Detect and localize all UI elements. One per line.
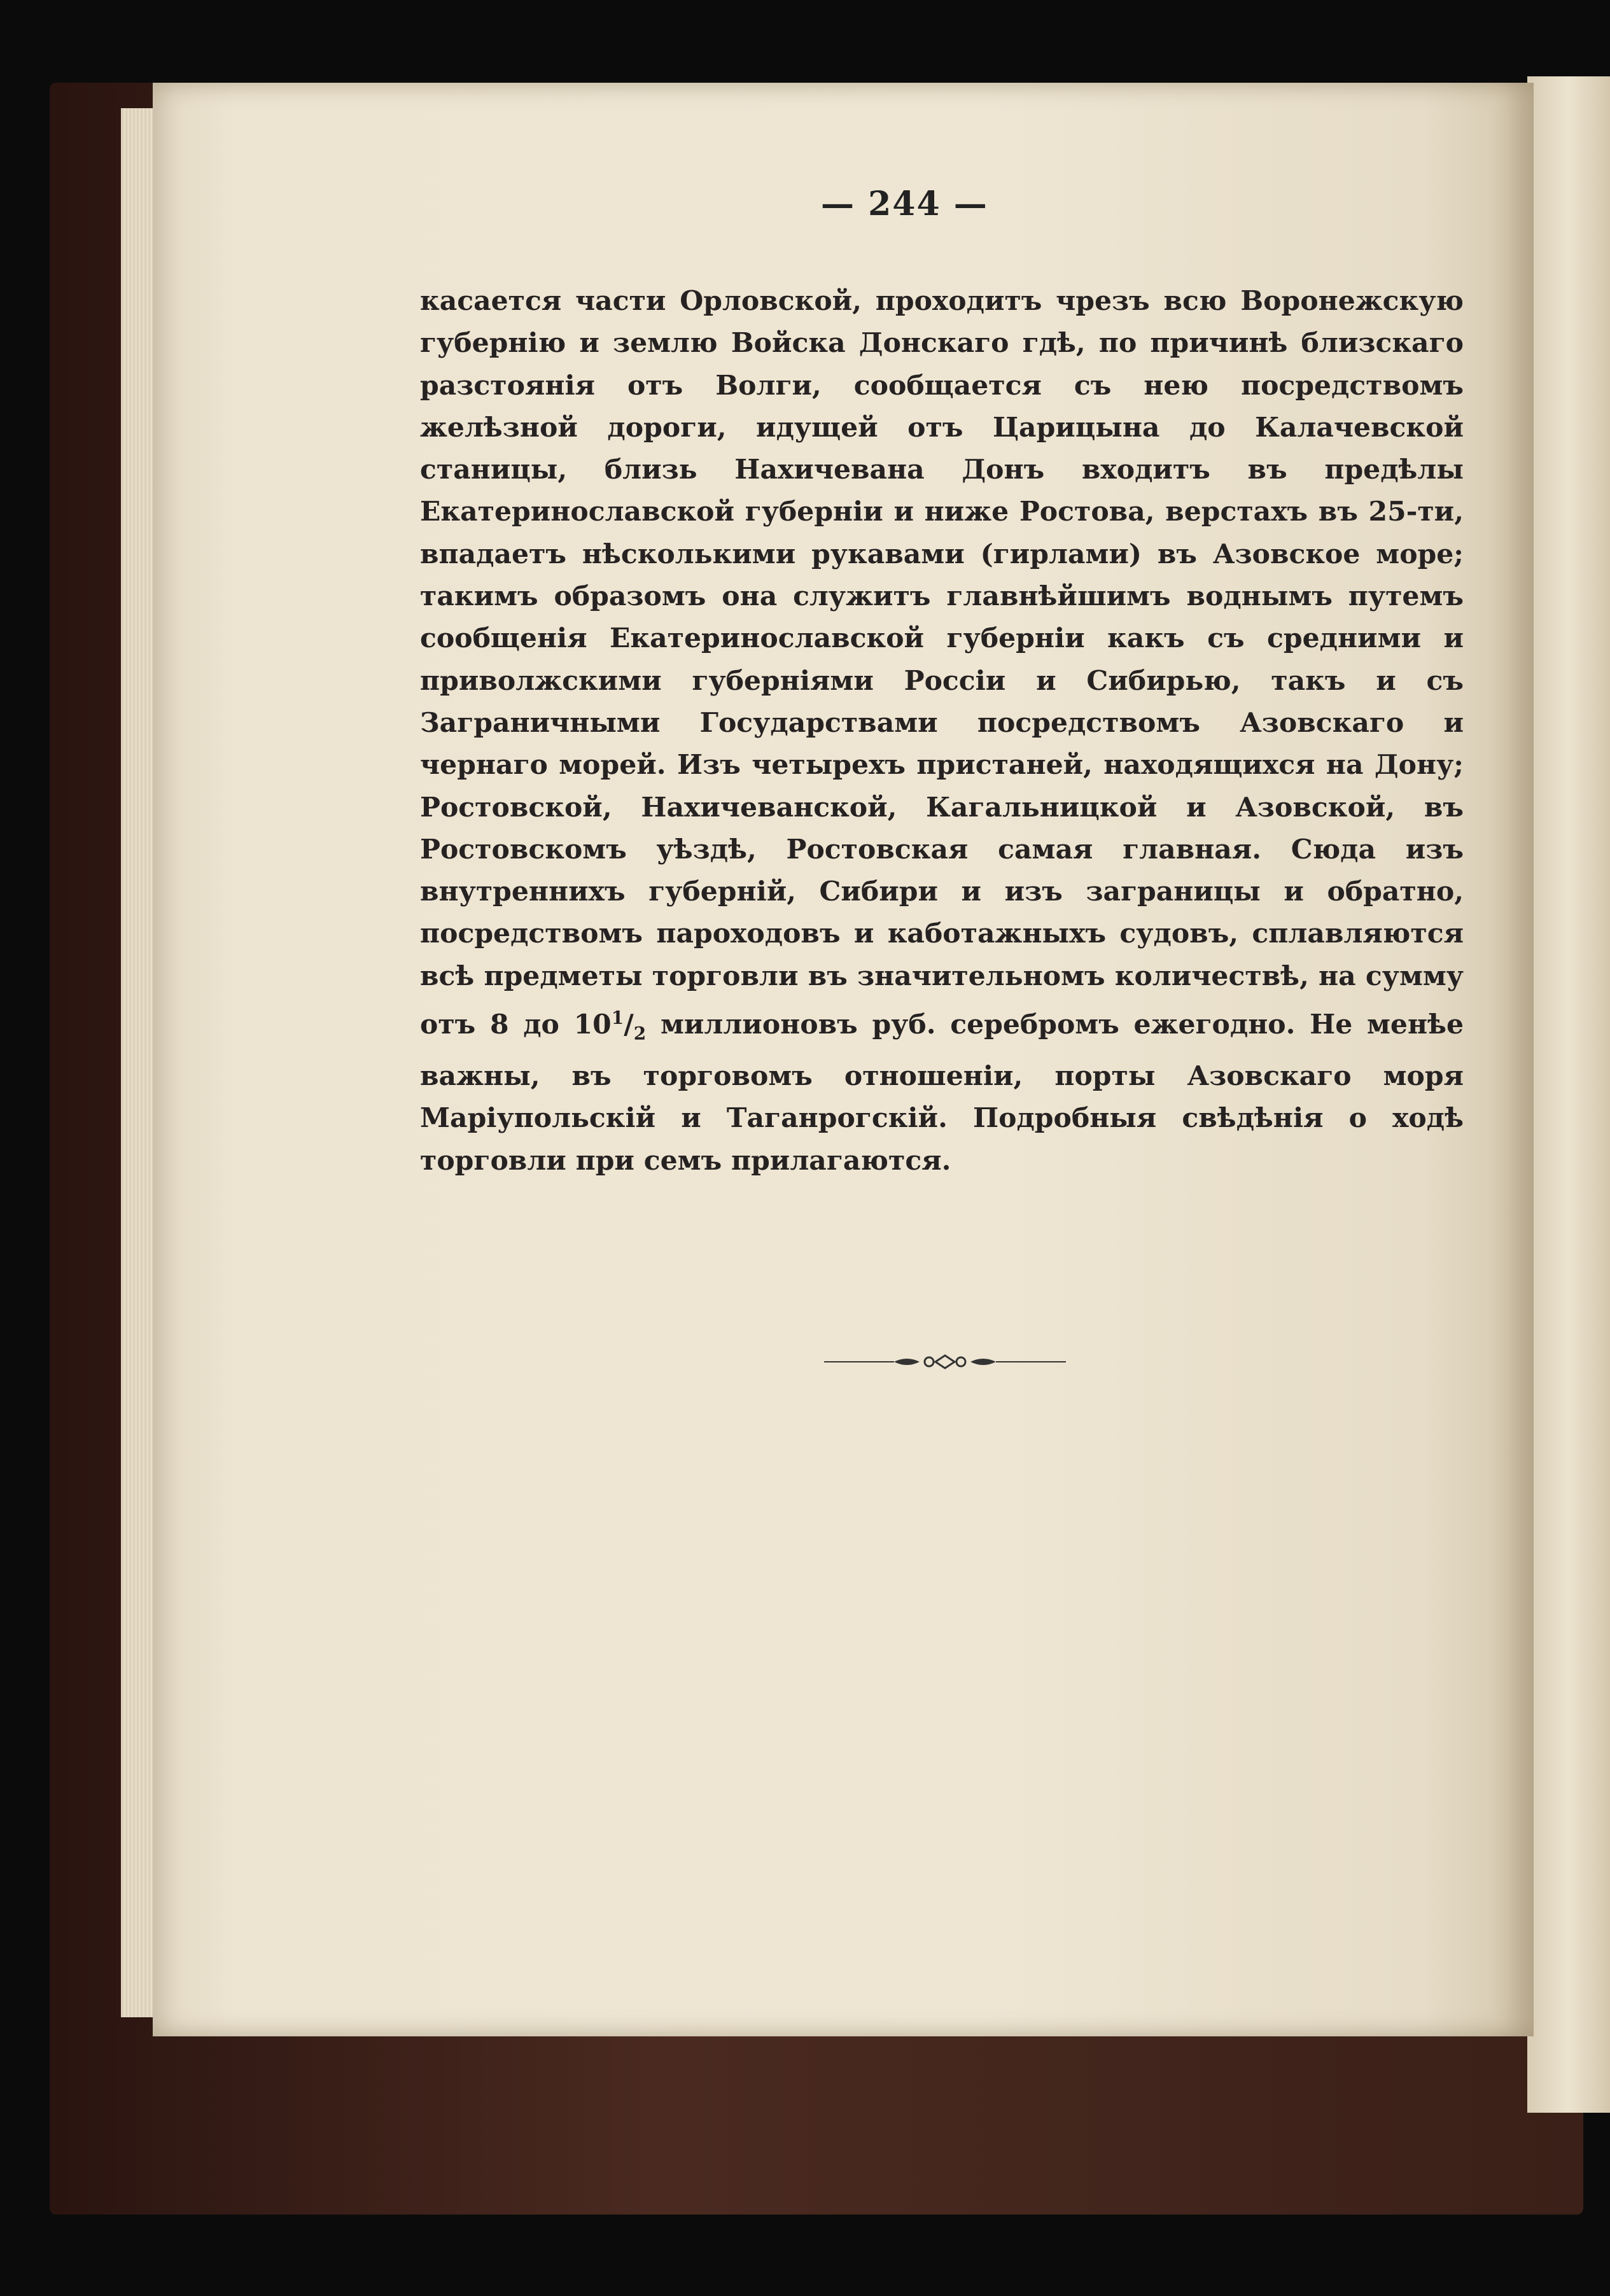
- fraction-numerator: 1: [611, 1007, 624, 1029]
- fraction: $10^1/_2$: [573, 1007, 647, 1044]
- fraction-denominator: 2: [633, 1023, 647, 1044]
- ornament-divider: [824, 1349, 1066, 1375]
- page-number: — 244 —: [821, 185, 988, 223]
- fraction-whole: 10: [573, 1009, 612, 1041]
- next-page-edge: [1527, 76, 1610, 2113]
- paragraph-text-part1: касается части Орловской, проходитъ чрезъ всю Воронежскую губернію и землю Войска Донскаго гдѣ, по причинѣ близскаго разстоянія отъ Волги, сообщается съ нею посредствомъ желѣзной дороги, идущей отъ Царицына до Калачевской станицы, близь Нахичевана Донъ входитъ въ предѣлы Екатеринославской губерніи и ниже Ростова, верстахъ въ 25-ти, впадаетъ нѣсколькими рукавами (гирлами) въ Азовское море; такимъ образомъ она служитъ главнѣйшимъ воднымъ путемъ сообщенія Екатеринославской губерніи какъ съ средними и приволжскими губерніями Россіи и Сибирью, такъ и съ Заграничными Государствами посредствомъ Азовскаго и чернаго морей. Изъ четырехъ пристаней, находящихся на Дону; Ростовской, Нахичеванской, Кагальницкой и Азовской, въ Ростовскомъ уѣздѣ, Ростовская самая главная. Сюда изъ внутреннихъ губерній, Сибири и изъ заграницы и обратно, посредствомъ пароходовъ и каботажныхъ судовъ, сплавляются всѣ предметы торговли въ значительномъ количествѣ, на сумму отъ 8 до: [420, 285, 1464, 1041]
- paragraph-text-part2: миллионовъ руб. серебромъ ежегодно. Не менѣе важны, въ торговомъ отношеніи, порты Азовскаго моря Маріупольскій и Таганрогскій. Подробныя свѣдѣнія о ходѣ торговли при семъ прилагаются.: [420, 1009, 1464, 1177]
- body-paragraph: [420, 280, 1464, 1182]
